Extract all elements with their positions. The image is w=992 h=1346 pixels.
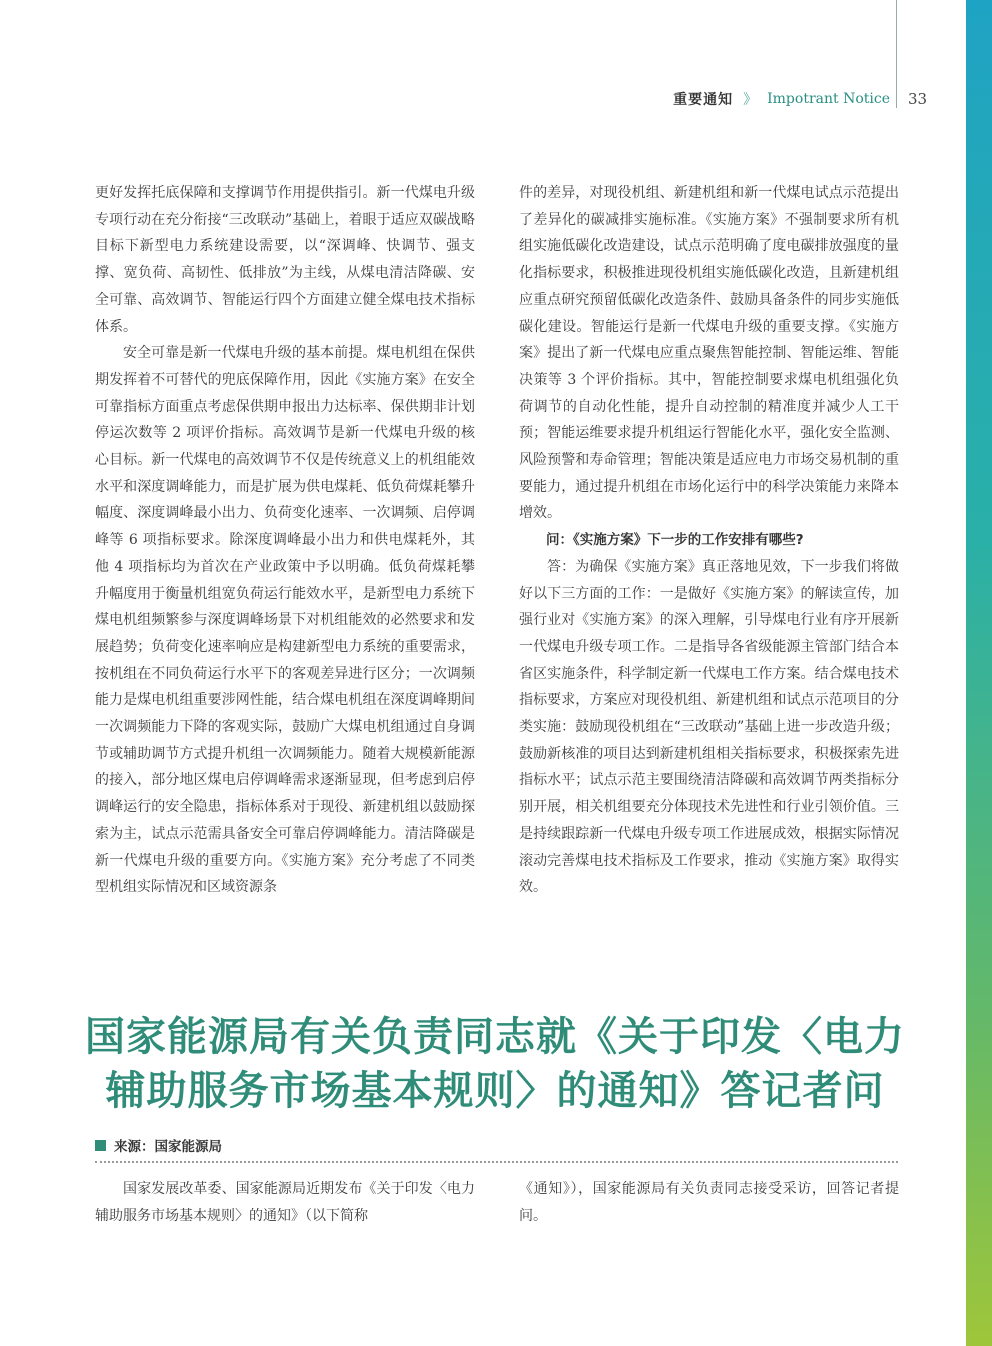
section-separator: 》: [743, 92, 758, 108]
paragraph: 件的差异，对现役机组、新建机组和新一代煤电试点示范提出了差异化的碳减排实施标准。《实施方案》不强制要求所有机组实施低碳化改造建设，试点示范明确了度电碳排放强度的量化指标要求，积极推进现役机组实施低碳化改造，且新建机组应重点研究预留低碳化改造条件、鼓励具备条件的同步实施低碳化建设。智能运行是新一代煤电升级的重要支撑。《实施方案》提出了新一代煤电应重点聚焦智能控制、智能运维、智能决策等 3 个评价指标。其中，智能控制要求煤电机组强化负荷调节的自动化性能，提升自动控制的精准度并减少人工干预；智能运维要求提升机组运行智能化水平，强化安全监测、风险预警和寿命管理；智能决策是适应电力市场交易机制的重要能力，通过提升机组在市场化运行中的科学决策能力来降本增效。: [519, 185, 899, 522]
paragraph: 更好发挥托底保障和支撑调节作用提供指引。新一代煤电升级专项行动在充分衔接“三改联动”基础上，着眼于适应双碳战略目标下新型电力系统建设需要，以“深调峰、快调节、强支撑、宽负荷、高韧性、低排放”为主线，从煤电清洁降碳、安全可靠、高效调节、智能运行四个方面建立健全煤电技术指标体系。: [95, 185, 475, 335]
article-right-column: [519, 180, 899, 901]
header-divider: [896, 0, 897, 108]
square-bullet-icon: [95, 1140, 106, 1151]
page-number: 33: [908, 90, 928, 108]
source-line: [95, 1136, 222, 1154]
dotted-divider: [95, 1161, 898, 1163]
side-color-bar: [966, 0, 992, 1346]
article-title-line: 辅助服务市场基本规则〉的通知》答记者问: [105, 1067, 885, 1114]
section-title-en: Impotrant Notice: [767, 91, 890, 107]
source-label: 来源：国家能源局: [114, 1139, 222, 1155]
section-title-cn: 重要通知: [673, 92, 734, 108]
intro-right-column: [519, 1176, 899, 1229]
running-header: [560, 88, 890, 110]
intro-paragraph: 《通知》），国家能源局有关负责同志接受采访，回答记者提问。: [519, 1181, 899, 1224]
article-title-line: 国家能源局有关负责同志就《关于印发〈电力: [85, 1013, 905, 1060]
paragraph: 安全可靠是新一代煤电升级的基本前提。煤电机组在保供期发挥着不可替代的兜底保障作用，因此《实施方案》在安全可靠指标方面重点考虑保供期申报出力达标率、保供期非计划停运次数等 2 项评价指标。高效调节是新一代煤电升级的核心目标。新一代煤电的高效调节不仅是传统意义上的机组能效水平和深度调峰能力，而是扩展为供电煤耗、低负荷煤耗攀升幅度、深度调峰最小出力、负荷变化速率、一次调频、启停调峰等 6 项指标要求。除深度调峰最小出力和供电煤耗外，其他 4 项指标均为首次在产业政策中予以明确。低负荷煤耗攀升幅度用于衡量机组宽负荷运行能效水平，是新型电力系统下煤电机组频繁参与深度调峰场景下对机组能效的必然要求和发展趋势；负荷变化速率响应是构建新型电力系统的重要需求，按机组在不同负荷运行水平下的客观差异进行区分；一次调频能力是煤电机组重要涉网性能，结合煤电机组在深度调峰期间一次调频能力下降的客观实际，鼓励广大煤电机组通过自身调节或辅助调节方式提升机组一次调频能力。随着大规模新能源的接入，部分地区煤电启停调峰需求逐渐显现，但考虑到启停调峰运行的安全隐患，指标体系对于现役、新建机组以鼓励探索为主，试点示范需具备安全可靠启停调峰能力。清洁降碳是新一代煤电升级的重要方向。《实施方案》充分考虑了不同类型机组实际情况和区域资源条: [95, 345, 475, 896]
question-heading: 问：《实施方案》下一步的工作安排有哪些?: [546, 532, 804, 549]
article-title: [80, 1010, 910, 1118]
intro-paragraph: 国家发展改革委、国家能源局近期发布《关于印发〈电力辅助服务市场基本规则〉的通知》（以下简称: [95, 1181, 475, 1224]
answer-paragraph: 答：为确保《实施方案》真正落地见效，下一步我们将做好以下三方面的工作：一是做好《实施方案》的解读宣传，加强行业对《实施方案》的深入理解，引导煤电行业有序开展新一代煤电升级专项工作。二是指导各省级能源主管部门结合本省区实施条件，科学制定新一代煤电工作方案。结合煤电技术指标要求，方案应对现役机组、新建机组和试点示范项目的分类实施：鼓励现役机组在“三改联动”基础上进一步改造升级；鼓励新核准的项目达到新建机组相关指标要求，积极探索先进指标水平；试点示范主要围绕清洁降碳和高效调节两类指标分别开展，相关机组要充分体现技术先进性和行业引领价值。三是持续跟踪新一代煤电升级专项工作进展成效，根据实际情况滚动完善煤电技术指标及工作要求，推动《实施方案》取得实效。: [519, 558, 899, 896]
article-left-column: [95, 180, 475, 901]
intro-left-column: [95, 1176, 475, 1229]
